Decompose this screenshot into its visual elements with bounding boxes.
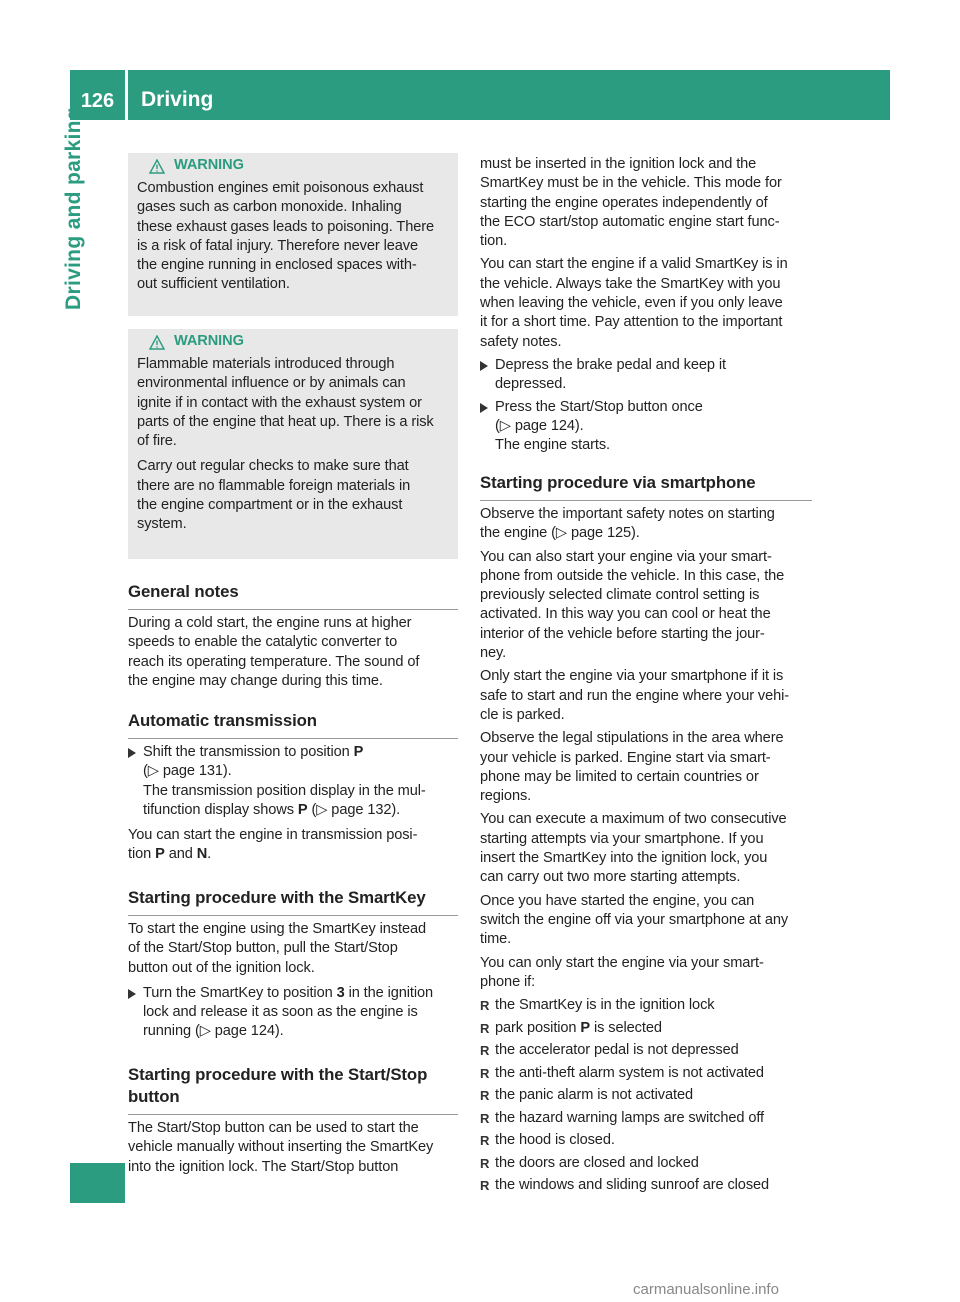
bullet-icon: R xyxy=(480,1065,490,1081)
section-title: Driving xyxy=(141,88,214,111)
bullet-icon: R xyxy=(480,1043,490,1059)
list-item: R the windows and sliding sunroof are closed xyxy=(480,1176,812,1195)
warning-triangle-icon xyxy=(149,335,165,350)
watermark-link[interactable]: carmanualsonline.info xyxy=(633,1281,779,1298)
bullet-icon: R xyxy=(480,1110,490,1126)
transmission-note: You can start the engine in transmission posi- tion P and N. xyxy=(128,827,418,863)
warning-text: Combustion engines emit poisonous exhaust gases such as carbon monoxide. Inhaling these exhaust gases leads to poisoning. There is a risk of fatal injury. Therefore never leave the engine running in enclosed spaces with- out sufficient ventilation. xyxy=(137,180,435,293)
warning-heading xyxy=(137,153,450,179)
list-item: R the hood is closed. xyxy=(480,1131,812,1150)
general-notes-text: During a cold start, the engine runs at higher speeds to enable the catalytic converter to reach its operating temperature. The sound of the engine may change during this time. xyxy=(128,615,420,689)
chapter-side-label: Driving and parking xyxy=(62,107,85,310)
instruction-arrow-icon xyxy=(128,748,136,758)
warning-box-exhaust xyxy=(128,153,458,316)
smartkey-block xyxy=(128,920,460,1042)
continued-text: must be inserted in the ignition lock and the SmartKey must be in the vehicle. This mode for starting the engine operates independently of the ECO start/stop automatic engine start func- tion. You can start the engine if a valid SmartKey is in the vehicle. Always take the SmartKey with you when leaving the vehicle, even if you only leave it for a short time. Pay attention to the important safety notes. Depress the brake pedal and keep it depressed. Press the Start/Stop button once (▷ page 124). The engine starts. xyxy=(480,155,812,455)
warning-text: Carry out regular checks to make sure that there are no flammable foreign materials in the engine compartment or in the exhaust system. xyxy=(137,458,411,533)
heading-automatic-transmission: Automatic transmission xyxy=(128,710,458,739)
bullet-icon: R xyxy=(480,998,490,1014)
smartphone-block: Observe the important safety notes on starting the engine (▷ page 125). You can also start your engine via your smart- phone from outside the vehicle. In this case, the previously selected climate control setting is activated. In this way you can cool or heat the interior of the vehicle before starting the jour- ney. Only start the engine via your smartphone if it is safe to start and run the engine where your vehi- cle is parked. Observe the legal stipulations in the area where your vehicle is parked. Engine start via smart- phone may be limited to certain countries or regions. You can execute a maximum of two consecutive starting attempts via your smartphone. If you insert the SmartKey into the ignition lock, you can carry out two more starting attempts. Once you have started the engine, you can switch the engine off via your smartphone at any time. You can only start the engine via your smart- phone if: R the SmartKey is in the ignition lock R park position P is selected R the accelerator pedal is not depressed R the anti-theft alarm system is not activated R the panic alarm is not activated R the hazard warning lamps are switched off R the hood is closed. R the doors are closed and locked R the windows and sliding sunroof are closed xyxy=(480,505,812,1198)
heading-smartkey: Starting procedure with the SmartKey xyxy=(128,887,458,916)
warning-box-flammable xyxy=(128,329,458,559)
chapter-marker xyxy=(70,1163,125,1203)
list-item: R the SmartKey is in the ignition lock xyxy=(480,996,812,1015)
page-number: 126 xyxy=(80,90,115,112)
instruction-step: Press the Start/Stop button once (▷ page 124). The engine starts. xyxy=(480,398,812,456)
warning-title: WARNING xyxy=(174,157,244,174)
startstop-text: The Start/Stop button can be used to start the vehicle manually without inserting the SmartKey into the ignition lock. The Start/Stop button xyxy=(128,1120,434,1175)
warning-triangle-icon xyxy=(149,159,165,174)
instruction-step: Shift the transmission to position P (▷ page 131). The transmission position display in the mul- tifunction display shows P (▷ page 132). xyxy=(128,743,460,820)
list-item: R park position P is selected xyxy=(480,1019,812,1038)
warning-heading xyxy=(137,329,450,355)
bullet-icon: R xyxy=(480,1020,490,1036)
heading-general-notes: General notes xyxy=(128,581,458,610)
list-item: R the hazard warning lamps are switched off xyxy=(480,1109,812,1128)
auto-trans-block xyxy=(128,743,460,865)
instruction-step: Depress the brake pedal and keep it depressed. xyxy=(480,356,812,395)
list-item: R the accelerator pedal is not depressed xyxy=(480,1041,812,1060)
instruction-arrow-icon xyxy=(480,403,488,413)
list-item: R the panic alarm is not activated xyxy=(480,1086,812,1105)
list-item: R the anti-theft alarm system is not activated xyxy=(480,1064,812,1083)
bullet-icon: R xyxy=(480,1088,490,1104)
header-bar xyxy=(128,70,890,120)
heading-startstop: Starting procedure with the Start/Stop button xyxy=(128,1064,458,1115)
smartkey-text: To start the engine using the SmartKey instead of the Start/Stop button, pull the Start/Stop button out of the ignition lock. xyxy=(128,921,426,976)
list-item: R the doors are closed and locked xyxy=(480,1154,812,1173)
heading-smartphone: Starting procedure via smartphone xyxy=(480,472,812,501)
instruction-step: Turn the SmartKey to position 3 in the ignition lock and release it as soon as the engine is running (▷ page 124). xyxy=(128,984,460,1042)
warning-text: Flammable materials introduced through environmental influence or by animals can ignite if in contact with the exhaust system or parts of the engine that heat up. There is a risk of fire. xyxy=(137,356,434,450)
bullet-icon: R xyxy=(480,1178,490,1193)
instruction-arrow-icon xyxy=(128,989,136,999)
bullet-icon: R xyxy=(480,1155,490,1171)
instruction-arrow-icon xyxy=(480,361,488,371)
warning-title: WARNING xyxy=(174,333,244,350)
bullet-icon: R xyxy=(480,1133,490,1149)
